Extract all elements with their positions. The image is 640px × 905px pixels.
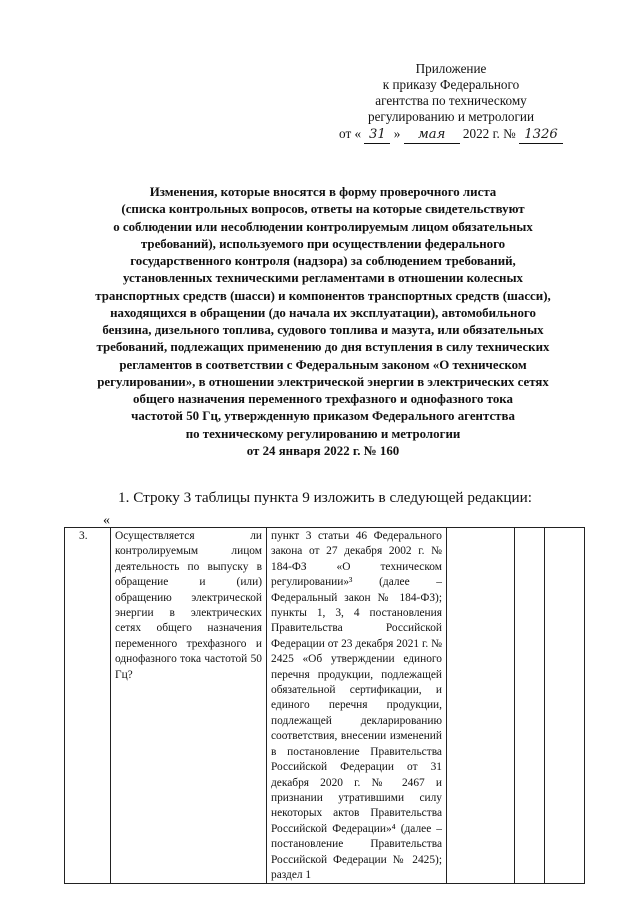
- order-number-handwritten: 1326: [519, 127, 563, 144]
- appendix-date-line: [326, 126, 576, 144]
- answer-cell: [447, 528, 515, 884]
- title-line: бензина, дизельного топлива, судового топлива и мазута, или обязательных: [102, 323, 544, 337]
- instruction-paragraph: 1. Строку 3 таблицы пункта 9 изложить в следующей редакции:: [118, 489, 532, 506]
- date-year: 2022 г. №: [462, 126, 516, 141]
- title-line: по техническому регулированию и метрологии: [185, 426, 461, 441]
- amendment-table: [64, 527, 585, 884]
- date-prefix: от «: [339, 126, 362, 141]
- title-line: установленных техническими регламентами в отношении колесных: [123, 271, 523, 286]
- opening-quote: «: [103, 513, 110, 528]
- table-row: [65, 528, 585, 884]
- appendix-block: [326, 61, 576, 144]
- note-cell: [545, 528, 585, 884]
- row-number-cell: 3.: [65, 528, 111, 884]
- appendix-line-metrology: регулированию и метрологии: [367, 109, 535, 124]
- title-line: от 24 января 2022 г. № 160: [246, 443, 400, 458]
- title-line: регулировании», в отношении электрической энергии в электрических сетях: [97, 374, 549, 389]
- date-month-handwritten: мая: [404, 127, 460, 144]
- appendix-title: Приложение: [415, 61, 487, 76]
- title-line: транспортных средств (шасси) и компонентов транспортных средств (шасси),: [95, 288, 551, 303]
- title-line: государственного контроля (надзора) за соблюдением требований,: [130, 254, 516, 268]
- date-mid: »: [393, 126, 401, 141]
- title-line: Изменения, которые вносятся в форму проверочного листа: [149, 185, 497, 199]
- answer-cell: [515, 528, 545, 884]
- title-line: требований, подлежащих применению до дня вступления в силу технических: [96, 340, 550, 355]
- title-line: находящихся в обращении (до начала их эксплуатации), автомобильного: [110, 305, 536, 320]
- title-line: о соблюдении или несоблюдении контролируемым лицом обязательных: [113, 219, 533, 234]
- title-line: (списка контрольных вопросов, ответы на которые свидетельствуют: [121, 202, 525, 217]
- appendix-line-agency: агентства по техническому: [375, 93, 527, 108]
- date-day-handwritten: 31: [364, 127, 390, 144]
- document-title: [58, 184, 588, 460]
- requirements-cell: пункт 3 статьи 46 Федерального закона от 27 декабря 2002 г. № 184-ФЗ «О техническом регулировании»³ (далее – Федеральный закон № 184-ФЗ); пункты 1, 3, 4 постановления Правительства Российской Федерации от 23 декабря 2021 г. № 2425 «Об утверждении единого перечня продукции, подлежащей обязательной сертификации, и единого перечня продукции, подлежащей декларированию соответствия, внесении изменений в постановление Правительства Российской Федерации от 31 декабря 2020 г. № 2467 и признании утратившими силу некоторых актов Правительства Российской Федерации»⁴ (далее – постановление Правительства Российской Федерации № 2425); раздел 1: [267, 528, 447, 884]
- title-line: общего назначения переменного трехфазного и однофазного тока: [133, 392, 513, 406]
- title-line: регламентов в соответствии с Федеральным законом «О техническом: [119, 357, 527, 372]
- question-cell: Осуществляется ли контролируемым лицом деятельность по выпуску в обращение и (или) обращению электрической энергии в электрических сетях общего назначения переменного трехфазного и однофазного тока частотой 50 Гц?: [111, 528, 267, 884]
- appendix-line-order: к приказу Федерального: [382, 77, 520, 92]
- title-line: частотой 50 Гц, утвержденную приказом Федерального агентства: [131, 409, 515, 424]
- title-line: требований), используемого при осуществлении федерального: [140, 236, 506, 251]
